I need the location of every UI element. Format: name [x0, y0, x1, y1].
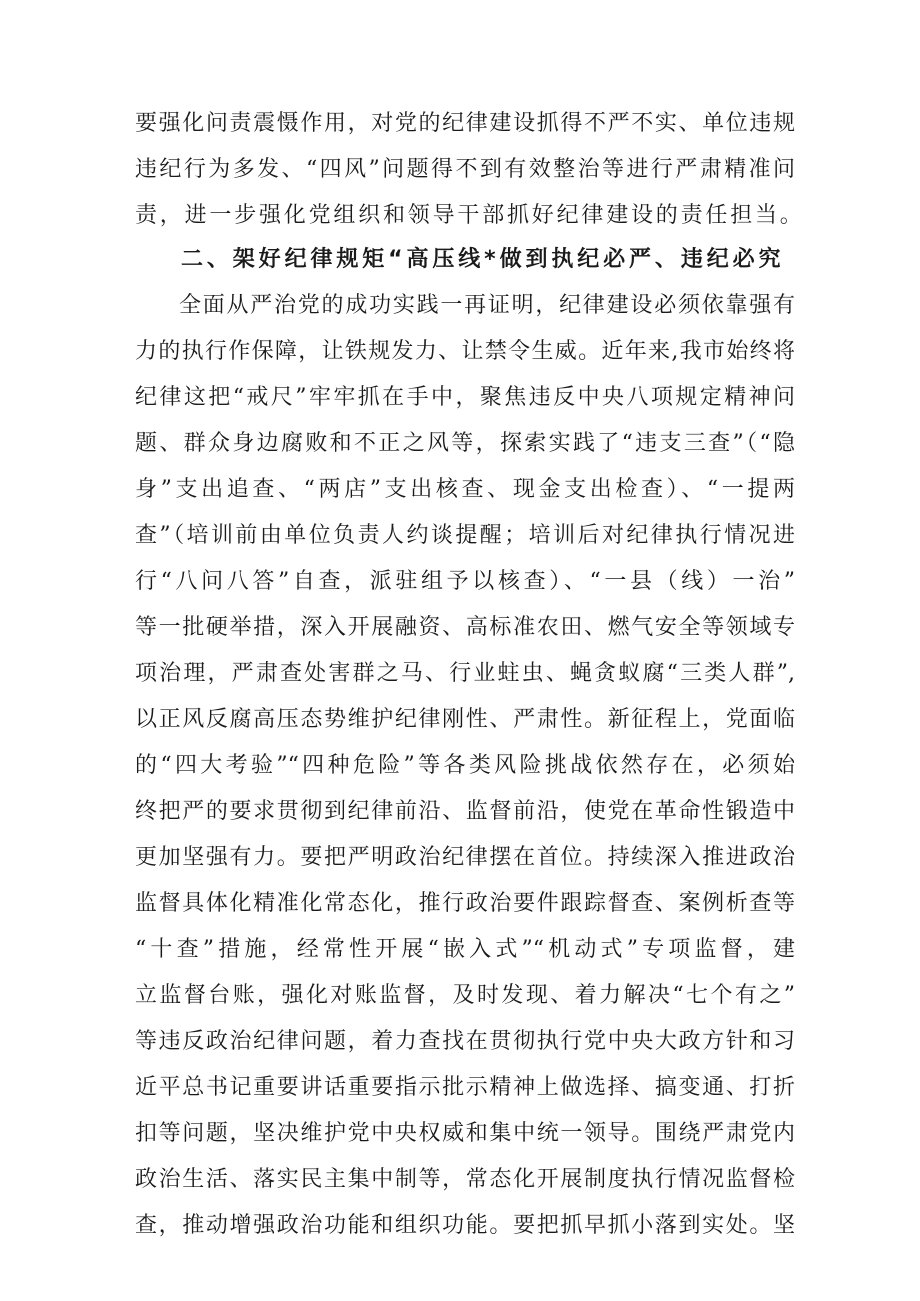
paragraph-line: 政治生活、落实民主集中制等，常态化开展制度执行情况监督检 [135, 1167, 795, 1192]
paragraph-line: 终把严的要求贯彻到纪律前沿、监督前沿，使党在革命性锻造中 [135, 799, 795, 824]
paragraph-line: 扣等问题，坚决维护党中央权威和集中统一领导。围绕严肃党内 [135, 1121, 795, 1146]
paragraph-line: 题、群众身边腐败和不正之风等，探索实践了“违支三查”（“隐 [135, 431, 795, 456]
paragraph-line: “十查”措施，经常性开展“嵌入式”“机动式”专项监督，建 [135, 937, 795, 962]
section-heading: 二、架好纪律规矩“高压线*做到执纪必严、违纪必究 [181, 247, 781, 272]
paragraph-line: 以正风反腐高压态势维护纪律刚性、严肃性。新征程上，党面临 [135, 707, 795, 732]
paragraph-line: 项治理，严肃查处害群之马、行业蛀虫、蝇贪蚁腐“三类人群”, [135, 661, 795, 686]
paragraph-line: 等违反政治纪律问题，着力查找在贯彻执行党中央大政方针和习 [135, 1029, 795, 1054]
paragraph-line: 行“八问八答”自查，派驻组予以核查）、“一县（线）一治” [135, 569, 795, 594]
paragraph-line: 力的执行作保障，让铁规发力、让禁令生威。近年来,我市始终将 [135, 339, 795, 364]
paragraph-line: 近平总书记重要讲话重要指示批示精神上做选择、搞变通、打折 [135, 1075, 795, 1100]
paragraph-line: 责，进一步强化党组织和领导干部抓好纪律建设的责任担当。 [135, 203, 805, 228]
paragraph-line: 监督具体化精准化常态化，推行政治要件跟踪督查、案例析查等 [135, 891, 795, 916]
paragraph-line: 的“四大考验”“四种危险”等各类风险挑战依然存在，必须始 [135, 753, 795, 778]
paragraph-line: 立监督台账，强化对账监督，及时发现、着力解决“七个有之” [135, 983, 795, 1008]
paragraph-line: 全面从严治党的成功实践一再证明，纪律建设必须依靠强有 [179, 293, 795, 318]
paragraph-line: 身”支出追查、“两店”支出核查、现金支出检查）、“一提两 [135, 477, 795, 502]
paragraph-line: 查”（培训前由单位负责人约谈提醒；培训后对纪律执行情况进 [135, 523, 795, 548]
paragraph-line: 等一批硬举措，深入开展融资、高标准农田、燃气安全等领域专 [135, 615, 795, 640]
paragraph-line: 更加坚强有力。要把严明政治纪律摆在首位。持续深入推进政治 [135, 845, 795, 870]
paragraph-line: 纪律这把“戒尺”牢牢抓在手中，聚焦违反中央八项规定精神问 [135, 385, 795, 410]
paragraph-line: 查，推动增强政治功能和组织功能。要把抓早抓小落到实处。坚 [135, 1213, 795, 1238]
paragraph-line: 要强化问责震慑作用，对党的纪律建设抓得不严不实、单位违规 [135, 111, 795, 136]
paragraph-line: 违纪行为多发、“四风”问题得不到有效整治等进行严肃精准问 [135, 157, 795, 182]
